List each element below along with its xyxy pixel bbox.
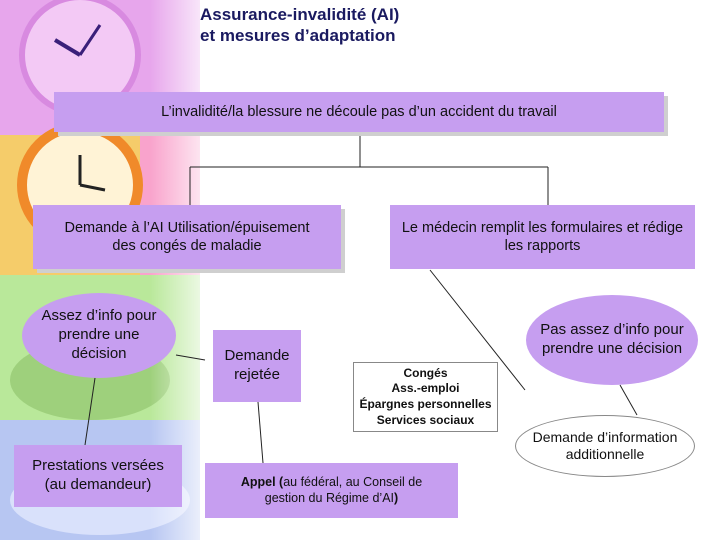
- node-medecin: [390, 205, 695, 269]
- node-assez-info: [22, 293, 176, 378]
- node-demande-rejetee-text: Demande rejetée: [224, 347, 290, 383]
- connector-rejetee-appel: [258, 402, 263, 463]
- node-pas-assez-info-text: Pas assez d’info pour prendre une décision: [540, 321, 684, 357]
- node-appel: [205, 463, 458, 518]
- node-assez-info-text: Assez d’info pour prendre une décision: [41, 307, 157, 362]
- connector-assez-prestations: [85, 378, 95, 445]
- alt-ass-emploi: Ass.-emploi: [391, 381, 460, 396]
- title-line-1: Assurance-invalidité (AI): [200, 5, 400, 24]
- connector-assez-rejetee: [176, 355, 205, 360]
- connector-pas-assez-info: [620, 385, 637, 415]
- appel-prefix: Appel (: [240, 474, 284, 489]
- appel-body: au fédéral, au Conseil de gestion du Régime d’AI: [264, 474, 423, 505]
- alt-epargnes: Épargnes personnelles: [359, 397, 492, 411]
- node-top: [54, 92, 664, 132]
- node-appel-text: [219, 475, 444, 506]
- title-line-2: et mesures d’adaptation: [200, 26, 396, 46]
- alt-services: Services sociaux: [376, 412, 475, 427]
- appel-suffix: ): [394, 490, 399, 505]
- alt-conges: Congés: [403, 365, 448, 380]
- node-top-text: L’invalidité/la blessure ne découle pas d’un accident du travail: [161, 103, 557, 120]
- node-demande-rejetee: [213, 330, 301, 402]
- node-medecin-text: Le médecin remplit les formulaires et rédige les rapports: [401, 219, 684, 254]
- node-prestations-text: Prestations versées (au demandeur): [32, 457, 164, 493]
- node-prestations: [14, 445, 182, 507]
- node-demande-information-text: Demande d’information additionnelle: [532, 428, 678, 462]
- node-demande-ai: [33, 205, 341, 269]
- node-pas-assez-info: [526, 295, 698, 385]
- node-demande-ai-text: Demande à l’AI Utilisation/épuisement des congés de maladie: [64, 219, 310, 254]
- node-demande-information: [515, 415, 695, 477]
- node-alternatives: [353, 362, 498, 432]
